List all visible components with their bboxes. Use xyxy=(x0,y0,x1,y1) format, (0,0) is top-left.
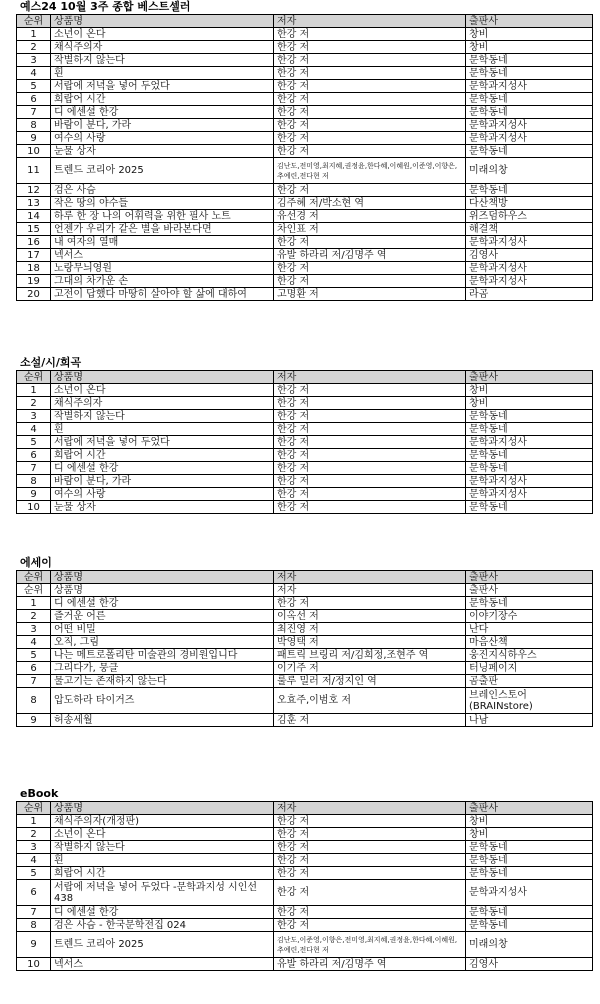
cell-author: 고명환 저 xyxy=(274,288,466,301)
header-publisher: 출판사 xyxy=(466,571,593,584)
table-row xyxy=(17,410,593,423)
cell-publisher: 브레인스토어(BRAINstore) xyxy=(466,688,593,714)
cell-rank: 4 xyxy=(17,423,51,436)
cell-rank: 9 xyxy=(17,932,51,958)
table-row xyxy=(17,132,593,145)
cell-title: 허송세월 xyxy=(51,714,274,727)
cell-author: 차인표 저 xyxy=(274,223,466,236)
cell-rank: 18 xyxy=(17,262,51,275)
cell-publisher: 문학과지성사 xyxy=(466,475,593,488)
cell-publisher: 창비 xyxy=(466,828,593,841)
table-row xyxy=(17,475,593,488)
table-row xyxy=(17,867,593,880)
cell-rank: 16 xyxy=(17,236,51,249)
table-row xyxy=(17,815,593,828)
cell-title: 디 에센셜 한강 xyxy=(51,597,274,610)
cell-author: 한강 저 xyxy=(274,475,466,488)
header-publisher: 출판사 xyxy=(466,371,593,384)
cell-title: 상품명 xyxy=(51,584,274,597)
cell-rank: 3 xyxy=(17,54,51,67)
cell-rank: 6 xyxy=(17,93,51,106)
cell-title: 하루 한 장 나의 어휘력을 위한 필사 노트 xyxy=(51,210,274,223)
cell-author: 한강 저 xyxy=(274,28,466,41)
cell-publisher: 김영사 xyxy=(466,958,593,971)
cell-author: 유발 하라리 저/김명주 역 xyxy=(274,249,466,262)
cell-rank: 7 xyxy=(17,462,51,475)
header-title: 상품명 xyxy=(51,15,274,28)
table-row xyxy=(17,54,593,67)
cell-rank: 9 xyxy=(17,714,51,727)
cell-rank: 2 xyxy=(17,610,51,623)
header-publisher: 출판사 xyxy=(466,802,593,815)
bestseller-table xyxy=(16,801,593,971)
cell-title: 흰 xyxy=(51,423,274,436)
cell-publisher: 다산책방 xyxy=(466,197,593,210)
header-title: 상품명 xyxy=(51,802,274,815)
cell-title: 작별하지 않는다 xyxy=(51,410,274,423)
cell-rank: 순위 xyxy=(17,584,51,597)
cell-title: 서랍에 저녁을 넣어 두었다 -문학과지성 시인선438 xyxy=(51,880,274,906)
cell-rank: 19 xyxy=(17,275,51,288)
cell-publisher: 라곰 xyxy=(466,288,593,301)
cell-publisher: 창비 xyxy=(466,28,593,41)
cell-title: 바람이 분다, 가라 xyxy=(51,119,274,132)
cell-title: 압도하라 타이거즈 xyxy=(51,688,274,714)
cell-title: 디 에센셜 한강 xyxy=(51,462,274,475)
cell-title: 작별하지 않는다 xyxy=(51,841,274,854)
cell-title: 바람이 분다, 가라 xyxy=(51,475,274,488)
cell-publisher: 난다 xyxy=(466,623,593,636)
cell-publisher: 창비 xyxy=(466,815,593,828)
cell-author: 한강 저 xyxy=(274,67,466,80)
bestseller-table xyxy=(16,14,593,301)
cell-rank: 4 xyxy=(17,67,51,80)
cell-title: 희랍어 시간 xyxy=(51,449,274,462)
cell-publisher: 문학동네 xyxy=(466,423,593,436)
table-row xyxy=(17,854,593,867)
bestseller-table xyxy=(16,570,593,727)
section-essay xyxy=(0,556,600,727)
cell-rank: 12 xyxy=(17,184,51,197)
table-row xyxy=(17,880,593,906)
cell-rank: 7 xyxy=(17,906,51,919)
table-row xyxy=(17,688,593,714)
cell-rank: 1 xyxy=(17,28,51,41)
cell-author: 룰루 밀러 저/정지인 역 xyxy=(274,675,466,688)
table-row xyxy=(17,919,593,932)
cell-title: 노랑무늬영원 xyxy=(51,262,274,275)
cell-rank: 5 xyxy=(17,80,51,93)
cell-title: 흰 xyxy=(51,854,274,867)
table-row xyxy=(17,714,593,727)
cell-publisher: 웅진지식하우스 xyxy=(466,649,593,662)
cell-author: 유발 하라리 저/김명주 역 xyxy=(274,958,466,971)
header-rank: 순위 xyxy=(17,571,51,584)
section-fiction xyxy=(0,356,600,514)
cell-title: 서랍에 저녁을 넣어 두었다 xyxy=(51,436,274,449)
cell-publisher: 이야기장수 xyxy=(466,610,593,623)
table-row xyxy=(17,275,593,288)
cell-author: 이기주 저 xyxy=(274,662,466,675)
cell-title: 눈물 상자 xyxy=(51,145,274,158)
cell-rank: 3 xyxy=(17,623,51,636)
header-author: 저자 xyxy=(274,371,466,384)
table-header-row xyxy=(17,802,593,815)
cell-author: 한강 저 xyxy=(274,262,466,275)
cell-publisher: 문학동네 xyxy=(466,54,593,67)
cell-author: 한강 저 xyxy=(274,828,466,841)
table-row xyxy=(17,436,593,449)
cell-publisher: 문학동네 xyxy=(466,906,593,919)
cell-rank: 10 xyxy=(17,145,51,158)
table-row xyxy=(17,841,593,854)
cell-rank: 17 xyxy=(17,249,51,262)
cell-title: 여수의 사랑 xyxy=(51,132,274,145)
cell-publisher: 문학동네 xyxy=(466,867,593,880)
header-rank: 순위 xyxy=(17,15,51,28)
table-row xyxy=(17,80,593,93)
cell-title: 나는 메트로폴리탄 미술관의 경비원입니다 xyxy=(51,649,274,662)
table-row xyxy=(17,184,593,197)
cell-title: 소년이 온다 xyxy=(51,28,274,41)
table-row xyxy=(17,249,593,262)
cell-publisher: 터닝페이지 xyxy=(466,662,593,675)
table-row xyxy=(17,158,593,184)
table-header-row xyxy=(17,371,593,384)
cell-title: 희랍어 시간 xyxy=(51,93,274,106)
cell-publisher: 문학동네 xyxy=(466,841,593,854)
cell-author: 저자 xyxy=(274,584,466,597)
cell-author: 오효주,이범호 저 xyxy=(274,688,466,714)
table-row xyxy=(17,597,593,610)
cell-author: 한강 저 xyxy=(274,462,466,475)
cell-rank: 8 xyxy=(17,475,51,488)
cell-author: 한강 저 xyxy=(274,93,466,106)
cell-title: 검은 사슴 - 한국문학전집 024 xyxy=(51,919,274,932)
cell-author: 한강 저 xyxy=(274,449,466,462)
header-author: 저자 xyxy=(274,571,466,584)
cell-author: 한강 저 xyxy=(274,410,466,423)
cell-publisher: 문학과지성사 xyxy=(466,262,593,275)
header-title: 상품명 xyxy=(51,371,274,384)
cell-publisher: 문학동네 xyxy=(466,919,593,932)
cell-title: 넥서스 xyxy=(51,958,274,971)
table-row xyxy=(17,675,593,688)
cell-title: 내 여자의 열매 xyxy=(51,236,274,249)
cell-author: 한강 저 xyxy=(274,106,466,119)
cell-rank: 6 xyxy=(17,880,51,906)
table-row xyxy=(17,501,593,514)
cell-rank: 3 xyxy=(17,841,51,854)
cell-rank: 11 xyxy=(17,158,51,184)
table-row xyxy=(17,906,593,919)
cell-title: 소년이 온다 xyxy=(51,828,274,841)
table-row xyxy=(17,636,593,649)
header-author: 저자 xyxy=(274,802,466,815)
cell-title: 검은 사슴 xyxy=(51,184,274,197)
table-row xyxy=(17,828,593,841)
cell-rank: 14 xyxy=(17,210,51,223)
cell-publisher: 문학동네 xyxy=(466,93,593,106)
cell-rank: 5 xyxy=(17,867,51,880)
bestseller-table xyxy=(16,370,593,514)
cell-title: 소년이 온다 xyxy=(51,384,274,397)
cell-rank: 15 xyxy=(17,223,51,236)
cell-rank: 5 xyxy=(17,436,51,449)
cell-publisher: 문학동네 xyxy=(466,462,593,475)
cell-publisher: 문학과지성사 xyxy=(466,132,593,145)
cell-title: 언젠가 우리가 같은 별을 바라본다면 xyxy=(51,223,274,236)
cell-rank: 3 xyxy=(17,410,51,423)
table-row xyxy=(17,223,593,236)
cell-rank: 2 xyxy=(17,828,51,841)
cell-rank: 1 xyxy=(17,815,51,828)
cell-title: 그리다가, 뭉클 xyxy=(51,662,274,675)
cell-publisher: 마음산책 xyxy=(466,636,593,649)
cell-publisher: 해결책 xyxy=(466,223,593,236)
table-row xyxy=(17,932,593,958)
cell-rank: 5 xyxy=(17,649,51,662)
cell-publisher: 미래의창 xyxy=(466,158,593,184)
header-rank: 순위 xyxy=(17,802,51,815)
table-row xyxy=(17,210,593,223)
cell-title: 고전이 답했다 마땅히 살아야 할 삶에 대하여 xyxy=(51,288,274,301)
table-row xyxy=(17,584,593,597)
cell-publisher: 문학동네 xyxy=(466,597,593,610)
table-row xyxy=(17,262,593,275)
section-title: 소설/시/희곡 xyxy=(20,356,82,369)
cell-author: 한강 저 xyxy=(274,841,466,854)
cell-title: 희랍어 시간 xyxy=(51,867,274,880)
cell-publisher: 문학동네 xyxy=(466,854,593,867)
cell-title: 트렌드 코리아 2025 xyxy=(51,158,274,184)
header-publisher: 출판사 xyxy=(466,15,593,28)
section-title: 예스24 10월 3주 종합 베스트셀러 xyxy=(20,0,191,13)
table-row xyxy=(17,41,593,54)
table-row xyxy=(17,462,593,475)
cell-publisher: 문학동네 xyxy=(466,145,593,158)
cell-publisher: 문학과지성사 xyxy=(466,488,593,501)
cell-rank: 7 xyxy=(17,675,51,688)
cell-publisher: 문학동네 xyxy=(466,410,593,423)
cell-title: 물고기는 존재하지 않는다 xyxy=(51,675,274,688)
cell-author: 한강 저 xyxy=(274,880,466,906)
cell-author: 한강 저 xyxy=(274,145,466,158)
cell-rank: 1 xyxy=(17,384,51,397)
cell-title: 작별하지 않는다 xyxy=(51,54,274,67)
cell-author: 한강 저 xyxy=(274,41,466,54)
table-row xyxy=(17,649,593,662)
cell-publisher: 나남 xyxy=(466,714,593,727)
cell-publisher: 문학동네 xyxy=(466,67,593,80)
cell-author: 이옥선 저 xyxy=(274,610,466,623)
cell-author: 김훈 저 xyxy=(274,714,466,727)
cell-author: 한강 저 xyxy=(274,436,466,449)
section-title: 에세이 xyxy=(20,556,52,569)
cell-author: 한강 저 xyxy=(274,919,466,932)
cell-author: 한강 저 xyxy=(274,501,466,514)
table-row xyxy=(17,106,593,119)
cell-rank: 8 xyxy=(17,119,51,132)
cell-author: 한강 저 xyxy=(274,384,466,397)
header-title: 상품명 xyxy=(51,571,274,584)
cell-author: 한강 저 xyxy=(274,597,466,610)
table-row xyxy=(17,423,593,436)
table-row xyxy=(17,623,593,636)
section-title: eBook xyxy=(20,787,59,800)
cell-publisher: 곰출판 xyxy=(466,675,593,688)
header-author: 저자 xyxy=(274,15,466,28)
cell-rank: 6 xyxy=(17,662,51,675)
table-header-row xyxy=(17,15,593,28)
cell-author: 한강 저 xyxy=(274,906,466,919)
cell-publisher: 문학동네 xyxy=(466,184,593,197)
cell-title: 어떤 비밀 xyxy=(51,623,274,636)
cell-author: 한강 저 xyxy=(274,132,466,145)
cell-title: 그대의 차가운 손 xyxy=(51,275,274,288)
cell-rank: 20 xyxy=(17,288,51,301)
cell-title: 눈물 상자 xyxy=(51,501,274,514)
cell-author: 한강 저 xyxy=(274,423,466,436)
table-row xyxy=(17,449,593,462)
table-row xyxy=(17,397,593,410)
cell-rank: 9 xyxy=(17,488,51,501)
cell-rank: 10 xyxy=(17,958,51,971)
cell-author: 한강 저 xyxy=(274,397,466,410)
cell-author: 패트릭 브링리 저/김희정,조현주 역 xyxy=(274,649,466,662)
cell-author: 유선경 저 xyxy=(274,210,466,223)
section-overall xyxy=(0,0,600,301)
cell-publisher: 문학과지성사 xyxy=(466,436,593,449)
cell-title: 즐거운 어른 xyxy=(51,610,274,623)
cell-rank: 1 xyxy=(17,597,51,610)
cell-title: 채식주의자 xyxy=(51,397,274,410)
cell-author: 한강 저 xyxy=(274,184,466,197)
cell-author: 한강 저 xyxy=(274,80,466,93)
cell-title: 작은 땅의 야수들 xyxy=(51,197,274,210)
cell-rank: 7 xyxy=(17,106,51,119)
cell-author: 한강 저 xyxy=(274,236,466,249)
cell-title: 채식주의자 xyxy=(51,41,274,54)
cell-title: 디 에센셜 한강 xyxy=(51,106,274,119)
cell-rank: 2 xyxy=(17,41,51,54)
table-row xyxy=(17,119,593,132)
cell-publisher: 문학과지성사 xyxy=(466,236,593,249)
cell-publisher: 창비 xyxy=(466,41,593,54)
cell-publisher: 미래의창 xyxy=(466,932,593,958)
cell-author: 박영택 저 xyxy=(274,636,466,649)
cell-title: 서랍에 저녁을 넣어 두었다 xyxy=(51,80,274,93)
cell-publisher: 문학동네 xyxy=(466,449,593,462)
cell-author: 한강 저 xyxy=(274,867,466,880)
section-ebook xyxy=(0,787,600,971)
cell-title: 트렌드 코리아 2025 xyxy=(51,932,274,958)
table-row xyxy=(17,384,593,397)
cell-rank: 9 xyxy=(17,132,51,145)
cell-author: 김난도,이준영,이향은,전미영,최지혜,권정윤,한다혜,이혜원,추예린,전다현 저 xyxy=(274,932,466,958)
cell-rank: 8 xyxy=(17,919,51,932)
table-row xyxy=(17,67,593,80)
cell-rank: 13 xyxy=(17,197,51,210)
cell-title: 오직, 그림 xyxy=(51,636,274,649)
cell-publisher: 위즈덤하우스 xyxy=(466,210,593,223)
cell-title: 여수의 사랑 xyxy=(51,488,274,501)
cell-publisher: 문학동네 xyxy=(466,106,593,119)
table-row xyxy=(17,28,593,41)
cell-publisher: 창비 xyxy=(466,384,593,397)
table-row xyxy=(17,93,593,106)
cell-publisher: 김영사 xyxy=(466,249,593,262)
cell-author: 한강 저 xyxy=(274,854,466,867)
cell-author: 한강 저 xyxy=(274,54,466,67)
cell-author: 한강 저 xyxy=(274,275,466,288)
table-row xyxy=(17,610,593,623)
cell-rank: 10 xyxy=(17,501,51,514)
cell-rank: 8 xyxy=(17,688,51,714)
cell-publisher: 출판사 xyxy=(466,584,593,597)
table-row xyxy=(17,958,593,971)
table-row xyxy=(17,145,593,158)
cell-author: 최진영 저 xyxy=(274,623,466,636)
cell-author: 김난도,전미영,최지혜,권정윤,한다혜,이혜원,이준영,이향은,추예린,전다현 저 xyxy=(274,158,466,184)
cell-publisher: 문학과지성사 xyxy=(466,880,593,906)
table-row xyxy=(17,236,593,249)
cell-publisher: 문학과지성사 xyxy=(466,275,593,288)
cell-title: 넥서스 xyxy=(51,249,274,262)
cell-author: 한강 저 xyxy=(274,488,466,501)
cell-publisher: 문학동네 xyxy=(466,501,593,514)
cell-publisher: 문학과지성사 xyxy=(466,80,593,93)
cell-author: 김주혜 저/박소현 역 xyxy=(274,197,466,210)
table-header-row xyxy=(17,571,593,584)
cell-author: 한강 저 xyxy=(274,119,466,132)
table-row xyxy=(17,488,593,501)
cell-publisher: 창비 xyxy=(466,397,593,410)
table-row xyxy=(17,288,593,301)
table-row xyxy=(17,197,593,210)
cell-title: 흰 xyxy=(51,67,274,80)
table-row xyxy=(17,662,593,675)
cell-title: 디 에센셜 한강 xyxy=(51,906,274,919)
cell-author: 한강 저 xyxy=(274,815,466,828)
cell-publisher: 문학과지성사 xyxy=(466,119,593,132)
header-rank: 순위 xyxy=(17,371,51,384)
cell-title: 채식주의자(개정판) xyxy=(51,815,274,828)
cell-rank: 6 xyxy=(17,449,51,462)
cell-rank: 4 xyxy=(17,636,51,649)
cell-rank: 2 xyxy=(17,397,51,410)
cell-rank: 4 xyxy=(17,854,51,867)
